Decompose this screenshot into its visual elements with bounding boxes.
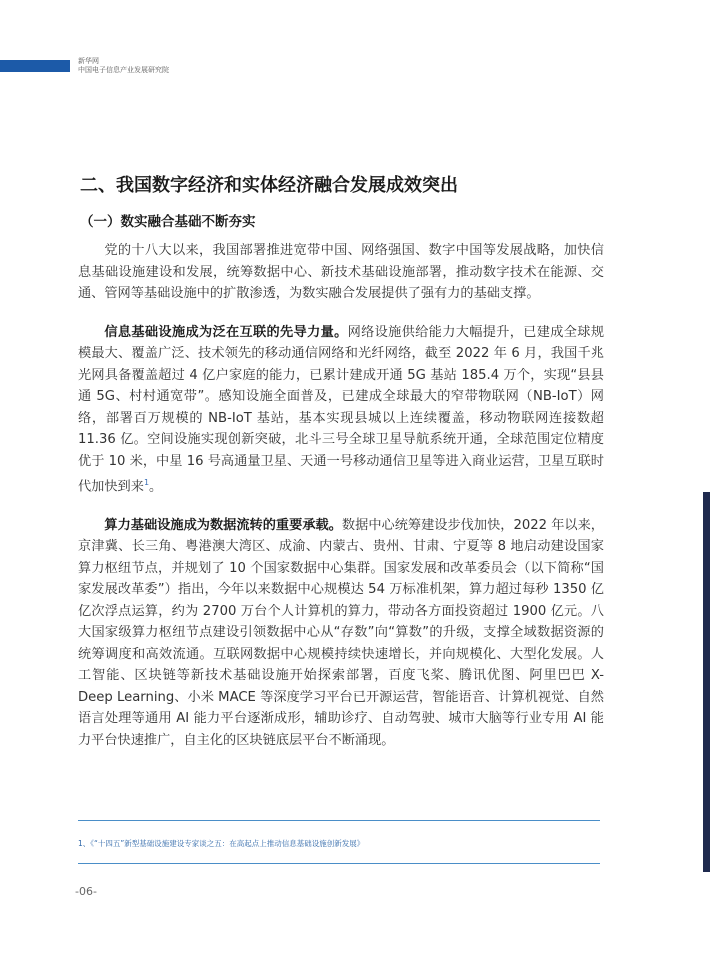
footnote-text: 1、《“十四五”新型基础设施建设专家谈之五：在高起点上推动信息基础设施创新发展》 <box>78 839 365 848</box>
paragraph-intro-text: 党的十八大以来，我国部署推进宽带中国、网络强国、数字中国等发展战略，加快信息基础设施建设和发展，统筹数据中心、新技术基础设施部署，推动数字技术在能源、交通、管网等基础设施中的扩散渗透，为数实融合发展提供了强有力的基础支撑。 <box>78 243 604 301</box>
header-org-name-2: 中国电子信息产业发展研究院 <box>78 66 169 74</box>
paragraph-text: 数据中心统筹建设步伐加快，2022 年以来，京津冀、长三角、粤港澳大湾区、成渝、内蒙古、贵州、甘肃、宁夏等 8 地启动建设国家算力枢纽节点，并规划了 10 个国家数据中心集群。国家发展和改革委员会（以下简称“国家发展改革委”）指出，今年以来数据中心规模达 54 万标准机架，算力超过每秒 1350 亿亿次浮点运算，约为 2700 万台个人计算机的算力，带动各方面投资超过 1900 亿元。八大国家级算力枢纽节点建设引领数据中心从“存数”向“算数”的升级，支撑全域数据资源的统筹调度和高效流通。互联网数据中心规模持续快速增长，并向规模化、大型化发展。人工智能、区块链等新技术基础设施开始探索部署，百度飞桨、腾讯优图、阿里巴巴 X-Deep Learning、小米 MACE 等深度学习平台已开源运营，智能语音、计算机视觉、自然语言处理等通用 AI 能力平台逐渐成形，辅助诊疗、自动驾驶、城市大脑等行业专用 AI 能力平台快速推广，自主化的区块链底层平台不断涌现。 <box>78 517 604 748</box>
footnote-divider-top <box>78 820 600 821</box>
footnote-reference[interactable]: 1 <box>143 478 150 487</box>
paragraph-lead: 信息基础设施成为泛在互联的先导力量。 <box>104 324 348 340</box>
header-accent-bar <box>0 60 70 72</box>
paragraph-lead: 算力基础设施成为数据流转的重要承载。 <box>104 517 342 533</box>
side-accent-bar <box>703 492 710 872</box>
section-title: 二、我国数字经济和实体经济融合发展成效突出 <box>80 175 458 196</box>
paragraph-info-infrastructure <box>78 322 604 498</box>
section-subtitle: （一）数实融合基础不断夯实 <box>80 214 256 230</box>
paragraph-tail: 。 <box>149 479 163 495</box>
paragraph-text: 网络设施供给能力大幅提升，已建成全球规模最大、覆盖广泛、技术领先的移动通信网络和光纤网络，截至 2022 年 6 月，我国千兆光网具备覆盖超过 4 亿户家庭的能力，已累计建成开通 5G 基站 185.4 万个，实现“县县通 5G、村村通宽带”。感知设施全面普及，已建成全球最大的窄带物联网（NB-IoT）网络，部署百万规模的 NB-IoT 基站，基本实现县城以上连续覆盖，移动物联网连接数超 11.36 亿。空间设施实现创新突破，北斗三号全球卫星导航系统开通，全球范围定位精度优于 10 米，中星 16 号高通量卫星、天通一号移动通信卫星等进入商业运营，卫星互联时代加快到来 <box>78 324 605 495</box>
page-number: -06- <box>75 885 97 898</box>
footnote-divider-bottom <box>78 863 600 864</box>
paragraph-intro <box>78 240 604 305</box>
paragraph-compute-infrastructure <box>78 515 604 752</box>
body-text <box>78 240 604 768</box>
header-org-name: 新华网 <box>78 57 99 65</box>
header-org-block <box>78 57 169 75</box>
